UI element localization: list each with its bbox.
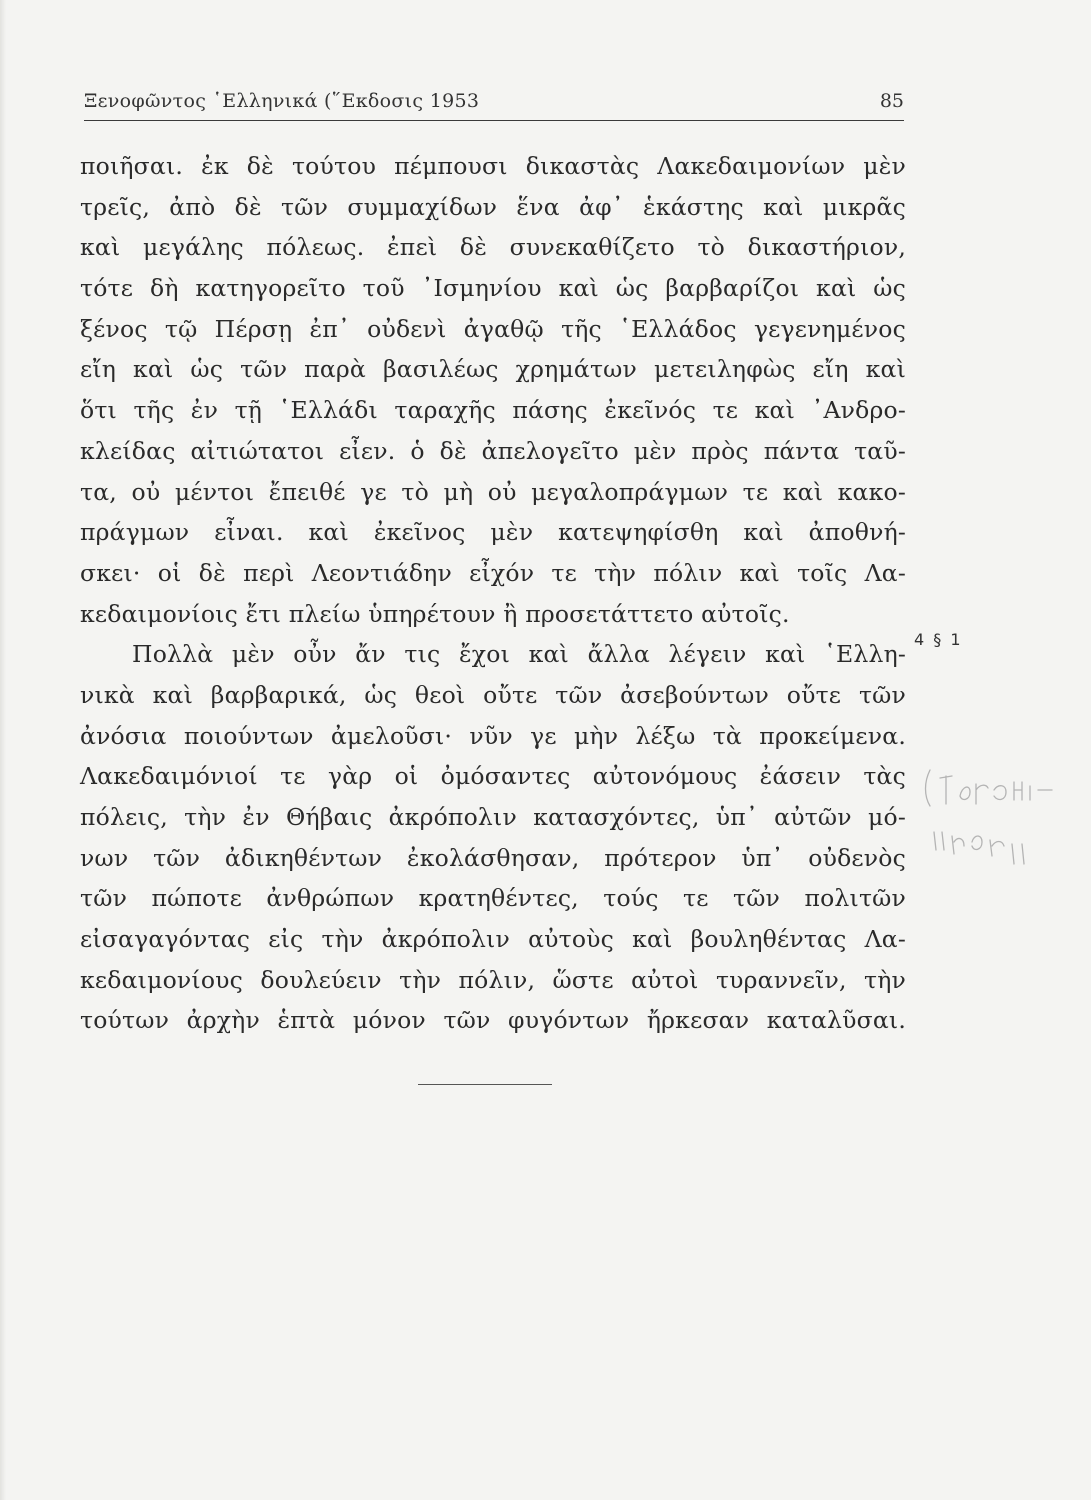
binding-shadow	[0, 0, 6, 1500]
text-line: ὅτι τῆς ἐν τῇ ῾Ελλάδι ταραχῆς πάσης ἐκεῖνός τε καὶ ᾽Ανδρο-	[80, 396, 906, 425]
text-line: ἀνόσια ποιούντων ἀμελοῦσι· νῦν γε μὴν λέξω τὰ προκείμενα.	[80, 721, 906, 750]
text-line: τρεῖς, ἀπὸ δὲ τῶν συμμαχίδων ἕνα ἀφ᾽ ἑκάστης καὶ μικρᾶς	[80, 192, 906, 221]
paragraph-start-line: Πολλὰ μὲν οὖν ἄν τις ἔχοι καὶ ἄλλα λέγειν καὶ ῾Ελλη-	[132, 640, 906, 669]
handwritten-annotation	[918, 760, 1088, 870]
text-line: ποιῆσαι. ἐκ δὲ τούτου πέμπουσι δικαστὰς Λακεδαιμονίων μὲν	[80, 152, 906, 180]
section-marker: 4 § 1	[914, 630, 963, 649]
page-header	[84, 86, 904, 121]
paragraph-end-line: κεδαιμονίοις ἔτι πλείω ὑπηρέτουν ἢ προσετάττετο αὐτοῖς.	[80, 599, 790, 628]
text-line: τῶν πώποτε ἀνθρώπων κρατηθέντες, τούς τε τῶν πολιτῶν	[80, 884, 906, 913]
running-title: Ξενοφῶντος ῾Ελληνικά (῞Εκδοσις 1953	[84, 90, 480, 112]
text-line: εἴη καὶ ὡς τῶν παρὰ βασιλέως χρημάτων μετειληφὼς εἴη καὶ	[80, 355, 906, 384]
body-text	[80, 146, 906, 1041]
text-line: πράγμων εἶναι. καὶ ἐκεῖνος μὲν κατεψηφίσθη καὶ ἀποθνή-	[80, 518, 906, 547]
text-line: νικὰ καὶ βαρβαρικά, ὡς θεοὶ οὔτε τῶν ἀσεβούντων οὔτε τῶν	[80, 680, 906, 709]
text-line: εἰσαγαγόντας εἰς τὴν ἀκρόπολιν αὐτοὺς καὶ βουληθέντας Λα-	[80, 925, 906, 954]
text-line: πόλεις, τὴν ἐν Θήβαις ἀκρόπολιν κατασχόντες, ὑπ᾽ αὐτῶν μό-	[80, 803, 906, 831]
text-line: κλείδας αἰτιώτατοι εἶεν. ὁ δὲ ἀπελογεῖτο μὲν πρὸς πάντα ταῦ-	[80, 436, 906, 465]
text-line: Λακεδαιμόνιοί τε γὰρ οἱ ὀμόσαντες αὐτονόμους ἐάσειν τὰς	[80, 762, 906, 791]
text-line: κεδαιμονίους δουλεύειν τὴν πόλιν, ὥστε αὐτοὶ τυραννεῖν, τὴν	[80, 965, 906, 994]
text-line: τότε δὴ κατηγορεῖτο τοῦ ᾽Ισμηνίου καὶ ὡς βαρβαρίζοι καὶ ὡς	[80, 274, 906, 303]
text-line: νων τῶν ἀδικηθέντων ἐκολάσθησαν, πρότερον ὑπ᾽ οὐδενὸς	[80, 843, 906, 872]
text-line: σκει· οἱ δὲ περὶ Λεοντιάδην εἶχόν τε τὴν πόλιν καὶ τοῖς Λα-	[80, 558, 906, 587]
page-number: 85	[879, 90, 904, 112]
text-line: τα, οὐ μέντοι ἔπειθέ γε τὸ μὴ οὐ μεγαλοπράγμων τε καὶ κακο-	[80, 477, 906, 506]
paragraph-end-line: τούτων ἀρχὴν ἑπτὰ μόνον τῶν φυγόντων ἤρκεσαν καταλῦσαι.	[80, 1006, 906, 1035]
text-line: ξένος τῷ Πέρσῃ ἐπ᾽ οὐδενὶ ἀγαθῷ τῆς ῾Ελλάδος γεγενημένος	[80, 314, 906, 343]
end-rule	[418, 1084, 552, 1085]
text-line: καὶ μεγάλης πόλεως. ἐπεὶ δὲ συνεκαθίζετο τὸ δικαστήριον,	[80, 233, 906, 262]
